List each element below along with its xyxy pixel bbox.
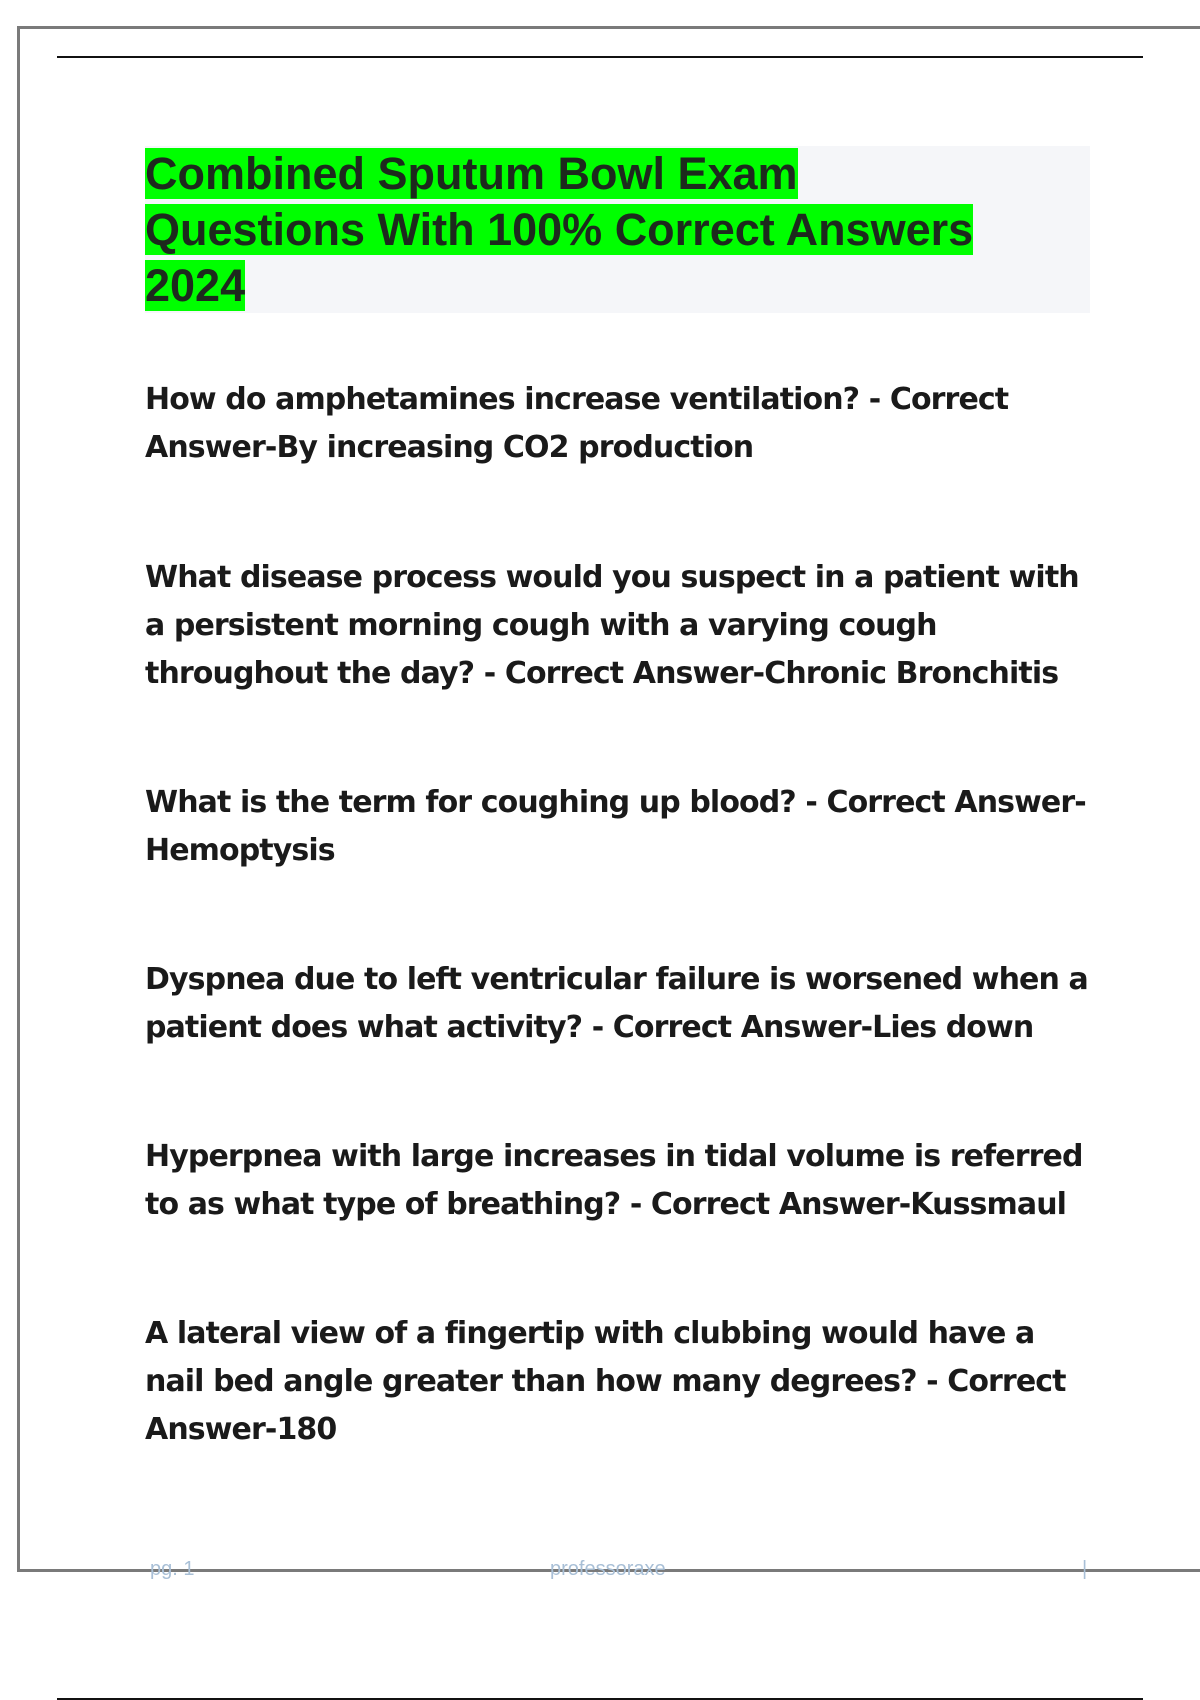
qa-item-6: A lateral view of a fingertip with clubbing would have a nail bed angle greater than how many degrees? - Correct Answer-180 bbox=[145, 1316, 1066, 1447]
title-block bbox=[145, 146, 1090, 313]
header-rule bbox=[57, 56, 1143, 58]
qa-item-2: What disease process would you suspect in a patient with a persistent morning cough with a varying cough throughout the day? - Correct Answer-Chronic Bronchitis bbox=[145, 560, 1079, 691]
page-footer bbox=[0, 1558, 1200, 1588]
qa-item-3: What is the term for coughing up blood? - Correct Answer-Hemoptysis bbox=[145, 785, 1086, 868]
qa-item-1: How do amphetamines increase ventilation? - Correct Answer-By increasing CO2 production bbox=[145, 382, 1009, 465]
footer-brand: professoraxe bbox=[550, 1558, 666, 1580]
qa-item-5: Hyperpnea with large increases in tidal volume is referred to as what type of breathing? - Correct Answer-Kussmaul bbox=[145, 1139, 1083, 1222]
title-line-1: Combined Sputum Bowl Exam bbox=[145, 148, 798, 199]
title-line-3: 2024 bbox=[145, 260, 246, 311]
page-number: pg. 1 bbox=[150, 1558, 195, 1580]
title-line-2: Questions With 100% Correct Answers bbox=[145, 204, 974, 255]
qa-list bbox=[145, 376, 1095, 1454]
document-title bbox=[145, 146, 1090, 314]
footer-divider-mark: | bbox=[1082, 1558, 1088, 1580]
qa-item-4: Dyspnea due to left ventricular failure is worsened when a patient does what activity? - Correct Answer-Lies down bbox=[145, 962, 1088, 1045]
